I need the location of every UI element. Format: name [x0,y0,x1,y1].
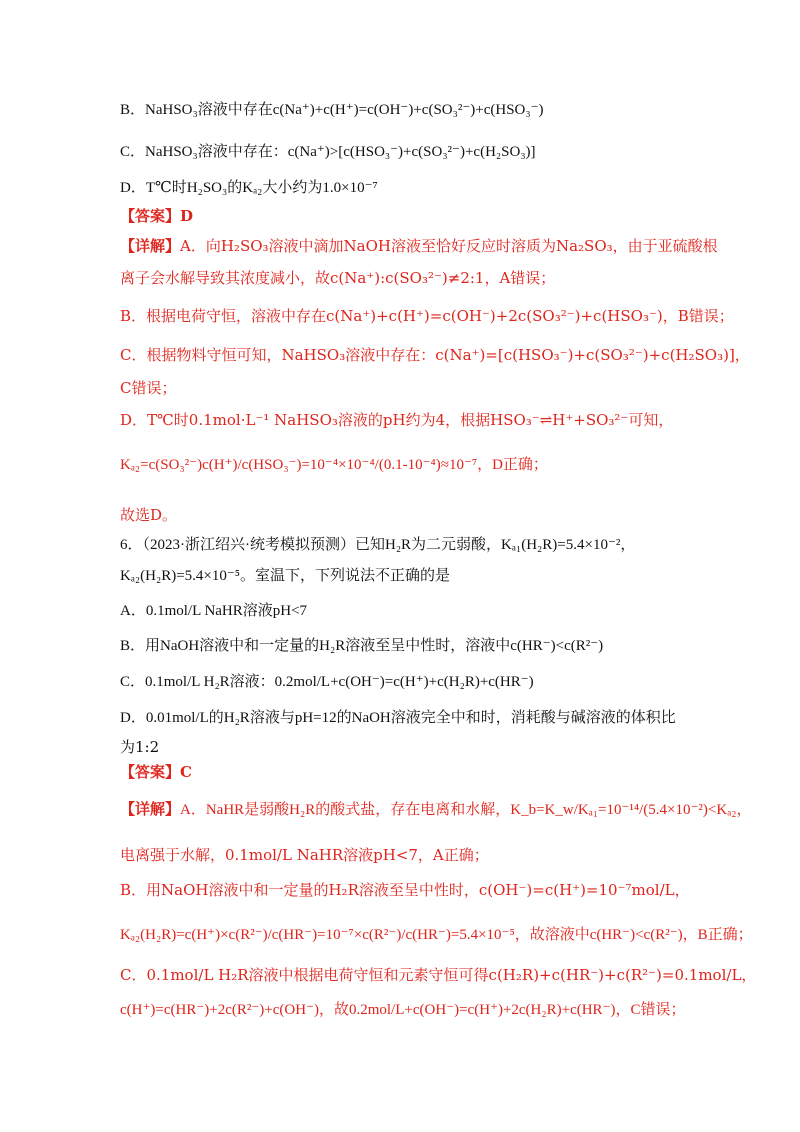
answer-label: 【答案】 [120,207,181,225]
answer-value: C [180,763,192,781]
q6-option-d-2: 为1:2 [120,738,160,756]
q6-detail-b-2: Kₐ₂(H₂R)=c(H⁺)×c(R²⁻)/c(HR⁻)=10⁻⁷×c(R²⁻)/c(HR⁻)=5.4×10⁻⁵，故溶液中c(HR⁻)<c(R²⁻)，B正确； [120,927,753,943]
prev-detail-a-2: 离子会水解导致其浓度减小，故c(Na⁺):c(SO₃²⁻)≠2:1，A错误； [120,269,556,287]
q6-stem-2: Kₐ₂(H₂R)=5.4×10⁻⁵。室温下，下列说法不正确的是 [120,568,451,584]
detail-text: A．NaHR是弱酸H₂R的酸式盐，存在电离和水解，K_b=K_w/Kₐ₁=10⁻¹⁴/(5.4×10⁻²)<Kₐ₂， [180,802,752,818]
prev-detail-c-2: C错误； [120,379,177,397]
detail-text: A．向H₂SO₃溶液中滴加NaOH溶液至恰好反应时溶质为Na₂SO₃，由于亚硫酸根 [180,237,718,255]
prev-answer [120,206,740,226]
prev-option-b: B．NaHSO₃溶液中存在c(Na⁺)+c(H⁺)=c(OH⁻)+c(SO₃²⁻)+c(HSO₃⁻) [120,102,544,118]
q6-answer [120,762,740,782]
prev-detail-c-1: C．根据物料守恒可知，NaHSO₃溶液中存在：c(Na⁺)=[c(HSO₃⁻)+c(SO₃²⁻)+c(H₂SO₃)]， [120,346,750,364]
answer-label: 【答案】 [120,763,181,781]
prev-option-c: C．NaHSO₃溶液中存在：c(Na⁺)>[c(HSO₃⁻)+c(SO₃²⁻)+c(H₂SO₃)] [120,144,536,160]
q6-detail-a-2: 电离强于水解，0.1mol/L NaHR溶液pH<7，A正确； [120,846,489,864]
prev-detail-d-1: D．T℃时0.1mol·L⁻¹ NaHSO₃溶液的pH约为4，根据HSO₃⁻⇌H⁺+SO₃²⁻可知， [120,411,674,429]
q6-option-b: B．用NaOH溶液中和一定量的H₂R溶液至呈中性时，溶液中c(HR⁻)<c(R²⁻) [120,638,604,654]
detail-label: 【详解】 [120,237,181,255]
q6-detail-c-2: c(H⁺)=c(HR⁻)+2c(R²⁻)+c(OH⁻)，故0.2mol/L+c(OH⁻)=c(H⁺)+2c(H₂R)+c(HR⁻)，C错误； [120,1002,686,1018]
detail-label: 【详解】 [120,802,181,818]
answer-value: D [180,207,194,225]
q6-detail-a-1 [120,800,752,820]
prev-detail-d-2: Kₐ₂=c(SO₃²⁻)c(H⁺)/c(HSO₃⁻)=10⁻⁴×10⁻⁴/(0.1-10⁻⁴)≈10⁻⁷，D正确； [120,457,548,473]
q6-stem-1: 6．（2023·浙江绍兴·统考模拟预测）已知H₂R为二元弱酸，Kₐ₁(H₂R)=5.4×10⁻²， [120,537,636,553]
q6-detail-b-1: B．用NaOH溶液中和一定量的H₂R溶液至呈中性时，c(OH⁻)=c(H⁺)=10⁻⁷mol/L， [120,881,690,899]
prev-detail-b: B．根据电荷守恒，溶液中存在c(Na⁺)+c(H⁺)=c(OH⁻)+2c(SO₃²⁻)+c(HSO₃⁻)，B错误； [120,307,734,325]
q6-detail-c-1: C．0.1mol/L H₂R溶液中根据电荷守恒和元素守恒可得c(H₂R)+c(HR⁻)+c(R²⁻)=0.1mol/L， [120,966,757,984]
q6-option-d-1: D．0.01mol/L的H₂R溶液与pH=12的NaOH溶液完全中和时，消耗酸与碱溶液的体积比 [120,710,676,726]
q6-option-c: C．0.1mol/L H₂R溶液：0.2mol/L+c(OH⁻)=c(H⁺)+c(H₂R)+c(HR⁻) [120,674,534,690]
q6-option-a: A．0.1mol/L NaHR溶液pH<7 [120,603,308,619]
prev-detail-a-1 [120,236,740,256]
prev-conclusion: 故选D。 [120,506,178,524]
prev-option-d: D．T℃时H₂SO₃的Kₐ₂大小约为1.0×10⁻⁷ [120,180,378,196]
